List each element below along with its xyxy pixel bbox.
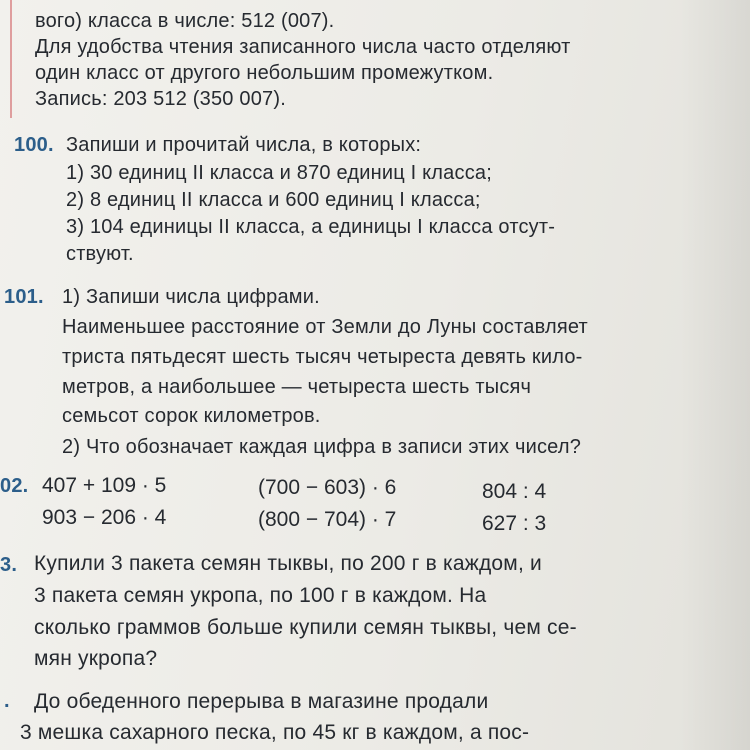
task-101-line-1: 1) Запиши числа цифрами.	[62, 286, 320, 308]
task-101-line-5: семьсот сорок километров.	[62, 405, 321, 427]
task-103-line-2: 3 пакета семян укропа, по 100 г в каждом. На	[34, 584, 487, 607]
expr-3-2: 627 : 3	[482, 512, 547, 535]
task-103-number: 3.	[0, 554, 18, 576]
task-100-item-3-cont: ствуют.	[66, 243, 134, 265]
expr-2-1: (700 − 603) · 6	[258, 476, 397, 499]
task-100-item-3: 3) 104 единицы II класса, а единицы I класса отсут-	[66, 216, 556, 238]
expr-2-2: (800 − 704) · 7	[258, 508, 397, 531]
task-103-line-1: Купили 3 пакета семян тыквы, по 200 г в каждом, и	[34, 552, 542, 575]
task-101-number: 101.	[4, 286, 44, 308]
task-100-item-1: 1) 30 единиц II класса и 870 единиц I класса;	[66, 162, 492, 184]
page-shadow	[680, 0, 750, 750]
expr-1-2: 903 − 206 · 4	[42, 506, 167, 529]
intro-line-1: Для удобства чтения записанного числа часто отделяют	[35, 36, 571, 58]
task-101-line-3: триста пятьдесят шесть тысяч четыреста девять кило-	[62, 346, 583, 368]
task-101-line-6: 2) Что обозначает каждая цифра в записи этих чисел?	[62, 436, 582, 458]
task-101-line-2: Наименьшее расстояние от Земли до Луны составляет	[62, 316, 588, 338]
intro-line-3: Запись: 203 512 (350 007).	[35, 88, 286, 110]
margin-line	[10, 0, 12, 118]
intro-line-2: один класс от другого небольшим промежутком.	[35, 62, 494, 84]
expr-3-1: 804 : 4	[482, 480, 547, 503]
task-101-line-4: метров, а наибольшее — четыреста шесть тысяч	[62, 376, 532, 398]
task-104-line-2: 3 мешка сахарного песка, по 45 кг в каждом, а пос-	[20, 721, 530, 744]
task-103-line-3: сколько граммов больше купили семян тыквы, чем се-	[34, 616, 577, 639]
intro-line-top: вого) класса в числе: 512 (007).	[35, 10, 335, 32]
task-100-item-2: 2) 8 единиц II класса и 600 единиц I класса;	[66, 189, 481, 211]
task-100-number: 100.	[14, 134, 54, 156]
task-102-number: 02.	[0, 475, 29, 497]
task-100-title: Запиши и прочитай числа, в которых:	[66, 134, 422, 156]
task-103-line-4: мян укропа?	[34, 647, 158, 670]
task-104-line-1: До обеденного перерыва в магазине продали	[34, 690, 489, 713]
task-104-number: .	[4, 690, 10, 712]
expr-1-1: 407 + 109 · 5	[42, 474, 167, 497]
